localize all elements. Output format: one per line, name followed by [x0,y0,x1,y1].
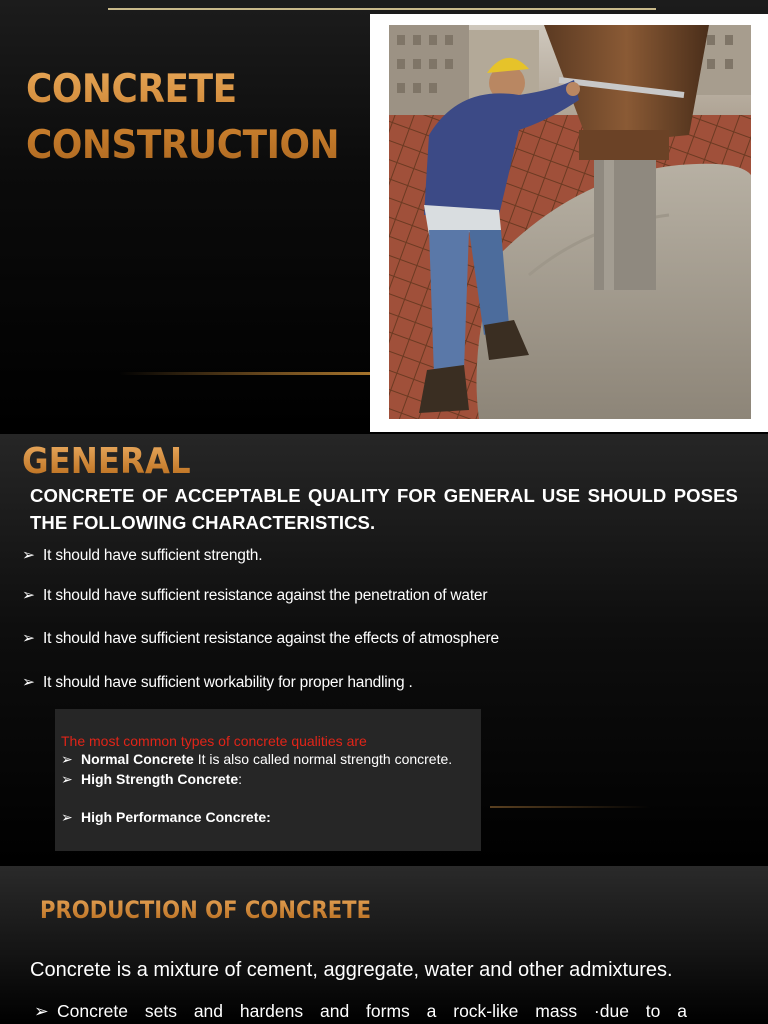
list-item [22,673,742,693]
accent-glow-line [490,806,650,808]
slide-title [0,0,768,432]
arrow-bullet-icon: ➢ [22,674,35,691]
slide-title-heading [26,62,339,174]
section-heading-general: GENERAL [22,438,191,486]
list-item-text: It should have sufficient strength. [43,547,263,564]
list-item [61,750,475,769]
quality-name: Normal Concrete [81,751,194,767]
list-item-text: It should have sufficient resistance against the penetration of water [43,587,488,604]
section-heading-production: PRODUCTION OF CONCRETE [40,893,371,927]
general-intro-text: CONCRETE OF ACCEPTABLE QUALITY FOR GENERAL USE SHOULD POSES THE FOLLOWING CHARACTERISTICS. [30,485,738,533]
list-item [61,808,475,827]
slide-general [0,434,768,864]
concrete-qualities-box [55,709,481,851]
quality-name: High Strength Concrete [81,771,239,787]
quality-desc: It is also called normal strength concrete. [193,751,453,767]
quality-desc: : [238,771,243,787]
production-body-text: Concrete is a mixture of cement, aggregate, water and other admixtures. [30,959,673,981]
quality-name: High Performance Concrete: [81,809,271,825]
title-line-1: CONCRETE [26,67,237,112]
list-item-text: Concrete sets and hardens and forms a rock-like mass ·due to a [57,1001,687,1021]
list-item-text: It should have sufficient resistance against the effects of atmosphere [43,630,499,647]
photo-frame [370,14,768,432]
characteristics-list [22,546,742,693]
arrow-bullet-icon: ➢ [61,751,73,767]
arrow-bullet-icon: ➢ [61,809,73,825]
title-line-2: CONSTRUCTION [26,123,340,168]
arrow-bullet-icon: ➢ [61,771,73,787]
slide-production [0,866,768,1024]
arrow-bullet-icon: ➢ [22,547,35,564]
list-item-text: It should have sufficient workability for proper handling . [43,674,413,691]
top-accent-line [108,8,656,10]
arrow-bullet-icon: ➢ [34,1001,49,1021]
list-item [61,770,475,789]
list-item [22,546,742,566]
list-item [22,629,742,649]
concrete-pouring-photo [389,25,751,419]
list-item [34,1000,687,1022]
accent-glow-line [120,372,370,375]
list-item [22,586,742,606]
arrow-bullet-icon: ➢ [22,587,35,604]
arrow-bullet-icon: ➢ [22,630,35,647]
qualities-list [61,750,475,827]
qualities-intro-text: The most common types of concrete qualities are [61,733,367,749]
